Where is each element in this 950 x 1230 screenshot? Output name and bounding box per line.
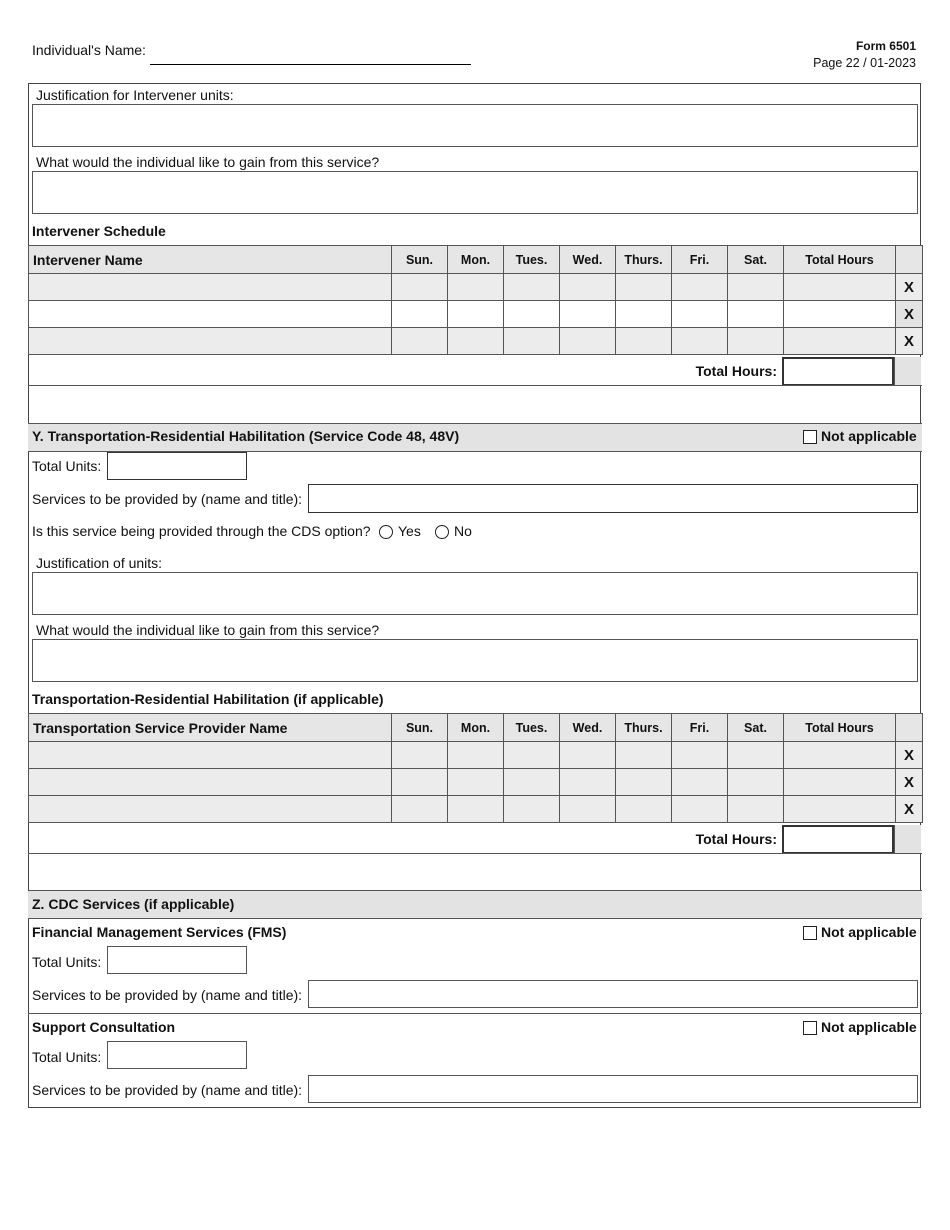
divider — [28, 385, 922, 386]
page-info: Page 22 / 01-2023 — [813, 56, 916, 70]
column-header-wed: Wed. — [560, 714, 616, 742]
day-cell[interactable] — [560, 301, 616, 328]
column-header-total-hours: Total Hours — [784, 714, 896, 742]
y-total-units-field[interactable] — [107, 452, 247, 480]
total-hours-cell — [784, 274, 896, 301]
day-cell[interactable] — [560, 796, 616, 823]
column-header-fri: Fri. — [672, 714, 728, 742]
name-cell[interactable] — [29, 769, 392, 796]
total-hours-cell — [784, 742, 896, 769]
form-number: Form 6501 — [855, 39, 916, 53]
delete-row-button[interactable]: X — [896, 328, 923, 355]
day-cell[interactable] — [616, 769, 672, 796]
day-cell[interactable] — [616, 742, 672, 769]
delete-row-button[interactable]: X — [896, 274, 923, 301]
total-row-end — [894, 357, 921, 385]
column-header-thurs: Thurs. — [616, 714, 672, 742]
day-cell[interactable] — [392, 274, 448, 301]
total-hours-cell — [784, 301, 896, 328]
day-cell[interactable] — [448, 742, 504, 769]
column-header-name: Intervener Name — [29, 246, 392, 274]
intervener-gain-label: What would the individual like to gain from this service? — [36, 154, 380, 170]
day-cell[interactable] — [728, 274, 784, 301]
fms-not-applicable-label: Not applicable — [821, 924, 917, 940]
day-cell[interactable] — [504, 274, 560, 301]
day-cell[interactable] — [448, 301, 504, 328]
day-cell[interactable] — [504, 796, 560, 823]
intervener-gain-field[interactable] — [32, 171, 918, 214]
day-cell[interactable] — [560, 769, 616, 796]
y-gain-field[interactable] — [32, 639, 918, 682]
y-cds-question: Is this service being provided through the CDS option? — [32, 523, 371, 539]
day-cell[interactable] — [560, 274, 616, 301]
column-header-wed: Wed. — [560, 246, 616, 274]
day-cell[interactable] — [672, 328, 728, 355]
fms-total-units-label: Total Units: — [32, 954, 102, 970]
y-total-units-label: Total Units: — [32, 458, 102, 474]
day-cell[interactable] — [728, 742, 784, 769]
y-schedule-title: Transportation-Residential Habilitation (if applicable) — [32, 691, 384, 707]
day-cell[interactable] — [504, 742, 560, 769]
cds-yes-label: Yes — [398, 523, 421, 539]
section-z-title: Z. CDC Services (if applicable) — [32, 896, 235, 912]
day-cell[interactable] — [672, 796, 728, 823]
fms-provided-by-field[interactable] — [308, 980, 918, 1008]
column-header-sun: Sun. — [392, 246, 448, 274]
intervener-schedule-title: Intervener Schedule — [32, 223, 166, 239]
day-cell[interactable] — [392, 796, 448, 823]
day-cell[interactable] — [616, 301, 672, 328]
day-cell[interactable] — [392, 742, 448, 769]
cds-no-label: No — [454, 523, 472, 539]
day-cell[interactable] — [448, 796, 504, 823]
day-cell[interactable] — [392, 328, 448, 355]
column-header-mon: Mon. — [448, 246, 504, 274]
day-cell[interactable] — [560, 742, 616, 769]
day-cell[interactable] — [728, 328, 784, 355]
day-cell[interactable] — [728, 301, 784, 328]
table-row — [29, 796, 923, 823]
day-cell[interactable] — [616, 274, 672, 301]
table-row — [29, 769, 923, 796]
section-y-not-applicable-checkbox[interactable] — [803, 430, 817, 444]
column-header-name: Transportation Service Provider Name — [29, 714, 392, 742]
column-header-delete — [896, 246, 923, 274]
name-cell[interactable] — [29, 742, 392, 769]
table-row — [29, 301, 923, 328]
delete-row-button[interactable]: X — [896, 769, 923, 796]
column-header-sat: Sat. — [728, 246, 784, 274]
cds-no-radio[interactable] — [435, 525, 449, 539]
support-total-units-label: Total Units: — [32, 1049, 102, 1065]
delete-row-button[interactable]: X — [896, 796, 923, 823]
day-cell[interactable] — [672, 769, 728, 796]
y-provided-by-field[interactable] — [308, 484, 918, 513]
transport-total-hours-field — [782, 825, 894, 854]
fms-provided-by-label: Services to be provided by (name and title): — [32, 987, 303, 1003]
section-y-title: Y. Transportation-Residential Habilitation (Service Code 48, 48V) — [32, 428, 460, 444]
name-cell[interactable] — [29, 328, 392, 355]
y-justification-field[interactable] — [32, 572, 918, 615]
column-header-sun: Sun. — [392, 714, 448, 742]
day-cell[interactable] — [672, 274, 728, 301]
support-not-applicable-label: Not applicable — [821, 1019, 917, 1035]
column-header-delete — [896, 714, 923, 742]
intervener-schedule-table — [28, 245, 923, 355]
column-header-mon: Mon. — [448, 714, 504, 742]
table-row — [29, 328, 923, 355]
delete-row-button[interactable]: X — [896, 742, 923, 769]
day-cell[interactable] — [616, 796, 672, 823]
total-hours-cell — [784, 796, 896, 823]
day-cell[interactable] — [728, 796, 784, 823]
day-cell[interactable] — [560, 328, 616, 355]
name-cell[interactable] — [29, 274, 392, 301]
section-y-not-applicable-label: Not applicable — [821, 428, 917, 444]
column-header-thurs: Thurs. — [616, 246, 672, 274]
day-cell[interactable] — [504, 328, 560, 355]
transportation-schedule-table — [28, 713, 923, 823]
day-cell[interactable] — [448, 328, 504, 355]
day-cell[interactable] — [672, 742, 728, 769]
day-cell[interactable] — [616, 328, 672, 355]
day-cell[interactable] — [392, 301, 448, 328]
intervener-total-hours-label: Total Hours: — [695, 363, 777, 379]
table-row — [29, 274, 923, 301]
y-justification-label: Justification of units: — [36, 555, 163, 571]
transport-total-hours-label: Total Hours: — [695, 831, 777, 847]
y-gain-label: What would the individual like to gain from this service? — [36, 622, 380, 638]
column-header-tues: Tues. — [504, 246, 560, 274]
intervener-justification-label: Justification for Intervener units: — [36, 87, 234, 103]
day-cell[interactable] — [448, 274, 504, 301]
name-cell[interactable] — [29, 796, 392, 823]
day-cell[interactable] — [728, 769, 784, 796]
table-row — [29, 742, 923, 769]
column-header-sat: Sat. — [728, 714, 784, 742]
day-cell[interactable] — [672, 301, 728, 328]
fms-title: Financial Management Services (FMS) — [32, 924, 287, 940]
delete-row-button[interactable]: X — [896, 301, 923, 328]
column-header-fri: Fri. — [672, 246, 728, 274]
support-provided-by-label: Services to be provided by (name and title): — [32, 1082, 303, 1098]
name-cell[interactable] — [29, 301, 392, 328]
support-provided-by-field[interactable] — [308, 1075, 918, 1103]
total-row-end — [894, 825, 921, 853]
intervener-total-hours-field — [782, 357, 894, 386]
column-header-tues: Tues. — [504, 714, 560, 742]
support-title: Support Consultation — [32, 1019, 176, 1035]
day-cell[interactable] — [392, 769, 448, 796]
day-cell[interactable] — [448, 769, 504, 796]
day-cell[interactable] — [504, 301, 560, 328]
cds-yes-radio[interactable] — [379, 525, 393, 539]
column-header-total-hours: Total Hours — [784, 246, 896, 274]
fms-not-applicable-checkbox[interactable] — [803, 926, 817, 940]
day-cell[interactable] — [504, 769, 560, 796]
divider — [28, 853, 922, 854]
total-hours-cell — [784, 328, 896, 355]
intervener-justification-field[interactable] — [32, 104, 918, 147]
y-provided-by-label: Services to be provided by (name and title): — [32, 491, 303, 507]
total-hours-cell — [784, 769, 896, 796]
divider — [28, 1013, 922, 1014]
fms-total-units-field[interactable] — [107, 946, 247, 974]
support-not-applicable-checkbox[interactable] — [803, 1021, 817, 1035]
individual-name-label: Individual's Name: — [32, 42, 146, 58]
support-total-units-field[interactable] — [107, 1041, 247, 1069]
individual-name-input[interactable] — [150, 46, 471, 65]
